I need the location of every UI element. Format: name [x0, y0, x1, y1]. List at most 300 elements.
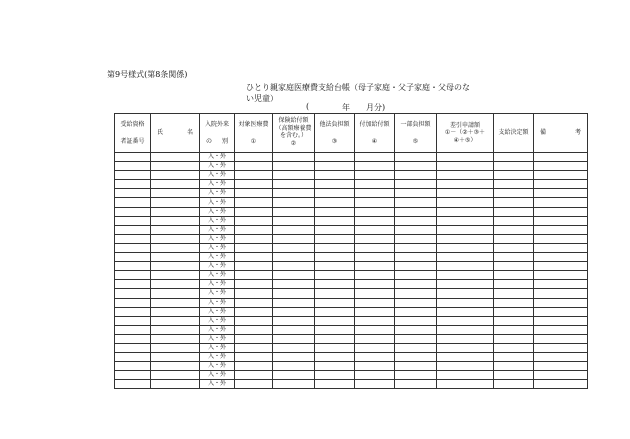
blank-cell[interactable]: [235, 325, 273, 334]
blank-cell[interactable]: [273, 362, 315, 371]
blank-cell[interactable]: [534, 343, 588, 352]
inout-cell[interactable]: 入・外: [200, 153, 235, 162]
blank-cell[interactable]: [534, 380, 588, 389]
form-number-label: 第9号様式(第8条関係): [107, 70, 188, 79]
inout-cell[interactable]: 入・外: [200, 298, 235, 307]
blank-cell[interactable]: [151, 362, 200, 371]
blank-cell[interactable]: [494, 262, 534, 271]
inout-cell[interactable]: 入・外: [200, 280, 235, 289]
blank-cell[interactable]: [494, 280, 534, 289]
blank-cell[interactable]: [355, 280, 395, 289]
blank-cell[interactable]: [115, 371, 151, 380]
blank-cell[interactable]: [395, 262, 437, 271]
blank-cell[interactable]: [494, 253, 534, 262]
blank-cell[interactable]: [115, 162, 151, 171]
blank-cell[interactable]: [115, 198, 151, 207]
blank-cell[interactable]: [534, 253, 588, 262]
blank-cell[interactable]: [395, 371, 437, 380]
blank-cell[interactable]: [235, 216, 273, 225]
blank-cell[interactable]: [395, 189, 437, 198]
blank-cell[interactable]: [273, 316, 315, 325]
blank-cell[interactable]: [115, 216, 151, 225]
blank-cell[interactable]: [494, 271, 534, 280]
blank-cell[interactable]: [315, 198, 355, 207]
blank-cell[interactable]: [355, 253, 395, 262]
blank-cell[interactable]: [494, 180, 534, 189]
blank-cell[interactable]: [395, 162, 437, 171]
blank-cell[interactable]: [534, 316, 588, 325]
blank-cell[interactable]: [534, 153, 588, 162]
blank-cell[interactable]: [235, 298, 273, 307]
blank-cell[interactable]: [273, 371, 315, 380]
blank-cell[interactable]: [437, 289, 494, 298]
blank-cell[interactable]: [115, 334, 151, 343]
blank-cell[interactable]: [534, 198, 588, 207]
inout-cell[interactable]: 入・外: [200, 380, 235, 389]
blank-cell[interactable]: [437, 280, 494, 289]
blank-cell[interactable]: [534, 180, 588, 189]
blank-cell[interactable]: [315, 280, 355, 289]
blank-cell[interactable]: [395, 207, 437, 216]
blank-cell[interactable]: [151, 171, 200, 180]
inout-cell[interactable]: 入・外: [200, 353, 235, 362]
blank-cell[interactable]: [437, 234, 494, 243]
blank-cell[interactable]: [437, 362, 494, 371]
blank-cell[interactable]: [315, 162, 355, 171]
blank-cell[interactable]: [151, 225, 200, 234]
blank-cell[interactable]: [437, 380, 494, 389]
blank-cell[interactable]: [355, 362, 395, 371]
blank-cell[interactable]: [534, 234, 588, 243]
blank-cell[interactable]: [395, 271, 437, 280]
blank-cell[interactable]: [437, 298, 494, 307]
blank-cell[interactable]: [235, 162, 273, 171]
table-row: [115, 189, 588, 198]
blank-cell[interactable]: [494, 198, 534, 207]
blank-cell[interactable]: [395, 380, 437, 389]
blank-cell[interactable]: [115, 253, 151, 262]
blank-cell[interactable]: [437, 262, 494, 271]
blank-cell[interactable]: [395, 343, 437, 352]
blank-cell[interactable]: [395, 362, 437, 371]
blank-cell[interactable]: [494, 216, 534, 225]
blank-cell[interactable]: [395, 234, 437, 243]
blank-cell[interactable]: [534, 207, 588, 216]
blank-cell[interactable]: [115, 316, 151, 325]
blank-cell[interactable]: [235, 225, 273, 234]
inout-cell[interactable]: 入・外: [200, 316, 235, 325]
blank-cell[interactable]: [534, 353, 588, 362]
blank-cell[interactable]: [437, 198, 494, 207]
blank-cell[interactable]: [115, 271, 151, 280]
blank-cell[interactable]: [437, 316, 494, 325]
blank-cell[interactable]: [115, 262, 151, 271]
inout-cell[interactable]: 入・外: [200, 171, 235, 180]
inout-cell[interactable]: 入・外: [200, 262, 235, 271]
inout-cell[interactable]: 入・外: [200, 162, 235, 171]
blank-cell[interactable]: [437, 180, 494, 189]
blank-cell[interactable]: [151, 307, 200, 316]
blank-cell[interactable]: [151, 253, 200, 262]
blank-cell[interactable]: [395, 198, 437, 207]
blank-cell[interactable]: [534, 371, 588, 380]
header-legal-burden: 他法負担額 ③: [315, 114, 355, 153]
blank-cell[interactable]: [534, 225, 588, 234]
blank-cell[interactable]: [315, 343, 355, 352]
blank-cell[interactable]: [534, 271, 588, 280]
blank-cell[interactable]: [273, 243, 315, 252]
blank-cell[interactable]: [115, 362, 151, 371]
blank-cell[interactable]: [315, 262, 355, 271]
blank-cell[interactable]: [534, 243, 588, 252]
blank-cell[interactable]: [115, 180, 151, 189]
blank-cell[interactable]: [235, 243, 273, 252]
blank-cell[interactable]: [355, 180, 395, 189]
blank-cell[interactable]: [534, 189, 588, 198]
blank-cell[interactable]: [115, 325, 151, 334]
blank-cell[interactable]: [315, 243, 355, 252]
blank-cell[interactable]: [494, 243, 534, 252]
blank-cell[interactable]: [235, 189, 273, 198]
blank-cell[interactable]: [273, 225, 315, 234]
blank-cell[interactable]: [494, 362, 534, 371]
blank-cell[interactable]: [395, 243, 437, 252]
blank-cell[interactable]: [355, 316, 395, 325]
table-row: [115, 380, 588, 389]
blank-cell[interactable]: [355, 271, 395, 280]
blank-cell[interactable]: [395, 180, 437, 189]
blank-cell[interactable]: [151, 243, 200, 252]
blank-cell[interactable]: [395, 325, 437, 334]
blank-cell[interactable]: [534, 171, 588, 180]
blank-cell[interactable]: [355, 380, 395, 389]
blank-cell[interactable]: [151, 280, 200, 289]
blank-cell[interactable]: [315, 307, 355, 316]
blank-cell[interactable]: [273, 234, 315, 243]
blank-cell[interactable]: [273, 207, 315, 216]
blank-cell[interactable]: [494, 225, 534, 234]
blank-cell[interactable]: [151, 316, 200, 325]
blank-cell[interactable]: [273, 343, 315, 352]
blank-cell[interactable]: [151, 198, 200, 207]
blank-cell[interactable]: [437, 307, 494, 316]
blank-cell[interactable]: [151, 271, 200, 280]
blank-cell[interactable]: [315, 253, 355, 262]
blank-cell[interactable]: [494, 307, 534, 316]
blank-cell[interactable]: [273, 262, 315, 271]
blank-cell[interactable]: [273, 216, 315, 225]
blank-cell[interactable]: [395, 225, 437, 234]
inout-cell[interactable]: 入・外: [200, 189, 235, 198]
inout-cell[interactable]: 入・外: [200, 325, 235, 334]
blank-cell[interactable]: [151, 289, 200, 298]
blank-cell[interactable]: [534, 325, 588, 334]
blank-cell[interactable]: [395, 280, 437, 289]
blank-cell[interactable]: [315, 153, 355, 162]
blank-cell[interactable]: [437, 271, 494, 280]
blank-cell[interactable]: [115, 380, 151, 389]
blank-cell[interactable]: [151, 343, 200, 352]
inout-cell[interactable]: 入・外: [200, 334, 235, 343]
table-row: [115, 207, 588, 216]
blank-cell[interactable]: [437, 225, 494, 234]
blank-cell[interactable]: [355, 325, 395, 334]
blank-cell[interactable]: [235, 307, 273, 316]
blank-cell[interactable]: [494, 316, 534, 325]
blank-cell[interactable]: [273, 380, 315, 389]
blank-cell[interactable]: [151, 234, 200, 243]
blank-cell[interactable]: [115, 280, 151, 289]
blank-cell[interactable]: [437, 334, 494, 343]
blank-cell[interactable]: [235, 171, 273, 180]
blank-cell[interactable]: [273, 353, 315, 362]
blank-cell[interactable]: [534, 289, 588, 298]
blank-cell[interactable]: [494, 343, 534, 352]
inout-cell[interactable]: 入・外: [200, 307, 235, 316]
blank-cell[interactable]: [355, 334, 395, 343]
blank-cell[interactable]: [534, 362, 588, 371]
blank-cell[interactable]: [437, 171, 494, 180]
header-covered-cost: 対象医療費 ①: [235, 114, 273, 153]
table-row: [115, 180, 588, 189]
blank-cell[interactable]: [273, 280, 315, 289]
blank-cell[interactable]: [151, 153, 200, 162]
blank-cell[interactable]: [315, 298, 355, 307]
blank-cell[interactable]: [355, 171, 395, 180]
blank-cell[interactable]: [151, 380, 200, 389]
blank-cell[interactable]: [273, 325, 315, 334]
inout-cell[interactable]: 入・外: [200, 243, 235, 252]
blank-cell[interactable]: [395, 153, 437, 162]
blank-cell[interactable]: [355, 243, 395, 252]
blank-cell[interactable]: [273, 189, 315, 198]
blank-cell[interactable]: [494, 153, 534, 162]
blank-cell[interactable]: [235, 371, 273, 380]
blank-cell[interactable]: [494, 353, 534, 362]
blank-cell[interactable]: [534, 307, 588, 316]
blank-cell[interactable]: [115, 289, 151, 298]
blank-cell[interactable]: [273, 289, 315, 298]
blank-cell[interactable]: [273, 153, 315, 162]
blank-cell[interactable]: [115, 207, 151, 216]
inout-cell[interactable]: 入・外: [200, 371, 235, 380]
blank-cell[interactable]: [115, 353, 151, 362]
header-inout: 入院外来 の 別: [200, 114, 235, 153]
blank-cell[interactable]: [315, 271, 355, 280]
blank-cell[interactable]: [437, 343, 494, 352]
table-row: [115, 253, 588, 262]
inout-cell[interactable]: 入・外: [200, 225, 235, 234]
blank-cell[interactable]: [235, 362, 273, 371]
blank-cell[interactable]: [494, 371, 534, 380]
inout-cell[interactable]: 入・外: [200, 234, 235, 243]
blank-cell[interactable]: [437, 162, 494, 171]
blank-cell[interactable]: [273, 271, 315, 280]
blank-cell[interactable]: [151, 262, 200, 271]
blank-cell[interactable]: [355, 207, 395, 216]
blank-cell[interactable]: [355, 298, 395, 307]
blank-cell[interactable]: [235, 316, 273, 325]
blank-cell[interactable]: [494, 162, 534, 171]
blank-cell[interactable]: [273, 162, 315, 171]
blank-cell[interactable]: [115, 171, 151, 180]
blank-cell[interactable]: [235, 289, 273, 298]
blank-cell[interactable]: [235, 262, 273, 271]
blank-cell[interactable]: [395, 353, 437, 362]
blank-cell[interactable]: [355, 216, 395, 225]
blank-cell[interactable]: [355, 162, 395, 171]
blank-cell[interactable]: [395, 334, 437, 343]
blank-cell[interactable]: [151, 371, 200, 380]
blank-cell[interactable]: [534, 216, 588, 225]
blank-cell[interactable]: [355, 225, 395, 234]
blank-cell[interactable]: [115, 343, 151, 352]
blank-cell[interactable]: [534, 280, 588, 289]
table-row: [115, 162, 588, 171]
blank-cell[interactable]: [355, 343, 395, 352]
blank-cell[interactable]: [315, 371, 355, 380]
blank-cell[interactable]: [235, 271, 273, 280]
blank-cell[interactable]: [437, 253, 494, 262]
blank-cell[interactable]: [235, 253, 273, 262]
blank-cell[interactable]: [115, 153, 151, 162]
blank-cell[interactable]: [315, 353, 355, 362]
blank-cell[interactable]: [235, 180, 273, 189]
blank-cell[interactable]: [494, 189, 534, 198]
blank-cell[interactable]: [235, 343, 273, 352]
blank-cell[interactable]: [273, 307, 315, 316]
blank-cell[interactable]: [235, 280, 273, 289]
blank-cell[interactable]: [235, 198, 273, 207]
inout-cell[interactable]: 入・外: [200, 343, 235, 352]
inout-cell[interactable]: 入・外: [200, 362, 235, 371]
blank-cell[interactable]: [437, 243, 494, 252]
blank-cell[interactable]: [437, 207, 494, 216]
blank-cell[interactable]: [494, 325, 534, 334]
blank-cell[interactable]: [534, 262, 588, 271]
blank-cell[interactable]: [494, 334, 534, 343]
blank-cell[interactable]: [115, 225, 151, 234]
blank-cell[interactable]: [315, 289, 355, 298]
blank-cell[interactable]: [115, 298, 151, 307]
blank-cell[interactable]: [151, 216, 200, 225]
blank-cell[interactable]: [494, 171, 534, 180]
inout-cell[interactable]: 入・外: [200, 253, 235, 262]
blank-cell[interactable]: [115, 307, 151, 316]
blank-cell[interactable]: [151, 325, 200, 334]
inout-cell[interactable]: 入・外: [200, 198, 235, 207]
blank-cell[interactable]: [395, 307, 437, 316]
blank-cell[interactable]: [273, 253, 315, 262]
blank-cell[interactable]: [437, 325, 494, 334]
blank-cell[interactable]: [151, 189, 200, 198]
blank-cell[interactable]: [151, 207, 200, 216]
blank-cell[interactable]: [395, 298, 437, 307]
table-row: [115, 316, 588, 325]
blank-cell[interactable]: [235, 207, 273, 216]
blank-cell[interactable]: [273, 198, 315, 207]
inout-cell[interactable]: 入・外: [200, 289, 235, 298]
blank-cell[interactable]: [235, 353, 273, 362]
blank-cell[interactable]: [315, 234, 355, 243]
blank-cell[interactable]: [273, 334, 315, 343]
blank-cell[interactable]: [151, 353, 200, 362]
blank-cell[interactable]: [315, 207, 355, 216]
blank-cell[interactable]: [534, 298, 588, 307]
blank-cell[interactable]: [115, 189, 151, 198]
blank-cell[interactable]: [437, 371, 494, 380]
inout-cell[interactable]: 入・外: [200, 207, 235, 216]
blank-cell[interactable]: [395, 289, 437, 298]
blank-cell[interactable]: [235, 234, 273, 243]
inout-cell[interactable]: 入・外: [200, 216, 235, 225]
blank-cell[interactable]: [355, 153, 395, 162]
blank-cell[interactable]: [437, 153, 494, 162]
blank-cell[interactable]: [355, 262, 395, 271]
blank-cell[interactable]: [355, 371, 395, 380]
blank-cell[interactable]: [235, 153, 273, 162]
blank-cell[interactable]: [315, 362, 355, 371]
blank-cell[interactable]: [534, 162, 588, 171]
blank-cell[interactable]: [355, 353, 395, 362]
blank-cell[interactable]: [395, 253, 437, 262]
blank-cell[interactable]: [315, 325, 355, 334]
blank-cell[interactable]: [355, 289, 395, 298]
blank-cell[interactable]: [273, 171, 315, 180]
blank-cell[interactable]: [494, 380, 534, 389]
blank-cell[interactable]: [355, 307, 395, 316]
blank-cell[interactable]: [395, 216, 437, 225]
blank-cell[interactable]: [437, 353, 494, 362]
blank-cell[interactable]: [235, 334, 273, 343]
blank-cell[interactable]: [494, 289, 534, 298]
blank-cell[interactable]: [315, 180, 355, 189]
blank-cell[interactable]: [494, 298, 534, 307]
blank-cell[interactable]: [355, 234, 395, 243]
blank-cell[interactable]: [235, 380, 273, 389]
blank-cell[interactable]: [315, 316, 355, 325]
blank-cell[interactable]: [395, 316, 437, 325]
blank-cell[interactable]: [315, 334, 355, 343]
blank-cell[interactable]: [315, 189, 355, 198]
blank-cell[interactable]: [494, 207, 534, 216]
blank-cell[interactable]: [494, 234, 534, 243]
blank-cell[interactable]: [315, 171, 355, 180]
table-row: [115, 153, 588, 162]
blank-cell[interactable]: [534, 334, 588, 343]
blank-cell[interactable]: [115, 234, 151, 243]
table-row: [115, 234, 588, 243]
inout-cell[interactable]: 入・外: [200, 180, 235, 189]
blank-cell[interactable]: [151, 298, 200, 307]
blank-cell[interactable]: [315, 216, 355, 225]
blank-cell[interactable]: [151, 180, 200, 189]
blank-cell[interactable]: [273, 180, 315, 189]
table-row: [115, 289, 588, 298]
blank-cell[interactable]: [315, 225, 355, 234]
blank-cell[interactable]: [315, 380, 355, 389]
blank-cell[interactable]: [273, 298, 315, 307]
blank-cell[interactable]: [355, 189, 395, 198]
inout-cell[interactable]: 入・外: [200, 271, 235, 280]
blank-cell[interactable]: [437, 216, 494, 225]
blank-cell[interactable]: [395, 171, 437, 180]
blank-cell[interactable]: [355, 198, 395, 207]
blank-cell[interactable]: [151, 334, 200, 343]
blank-cell[interactable]: [115, 243, 151, 252]
blank-cell[interactable]: [151, 162, 200, 171]
blank-cell[interactable]: [437, 189, 494, 198]
